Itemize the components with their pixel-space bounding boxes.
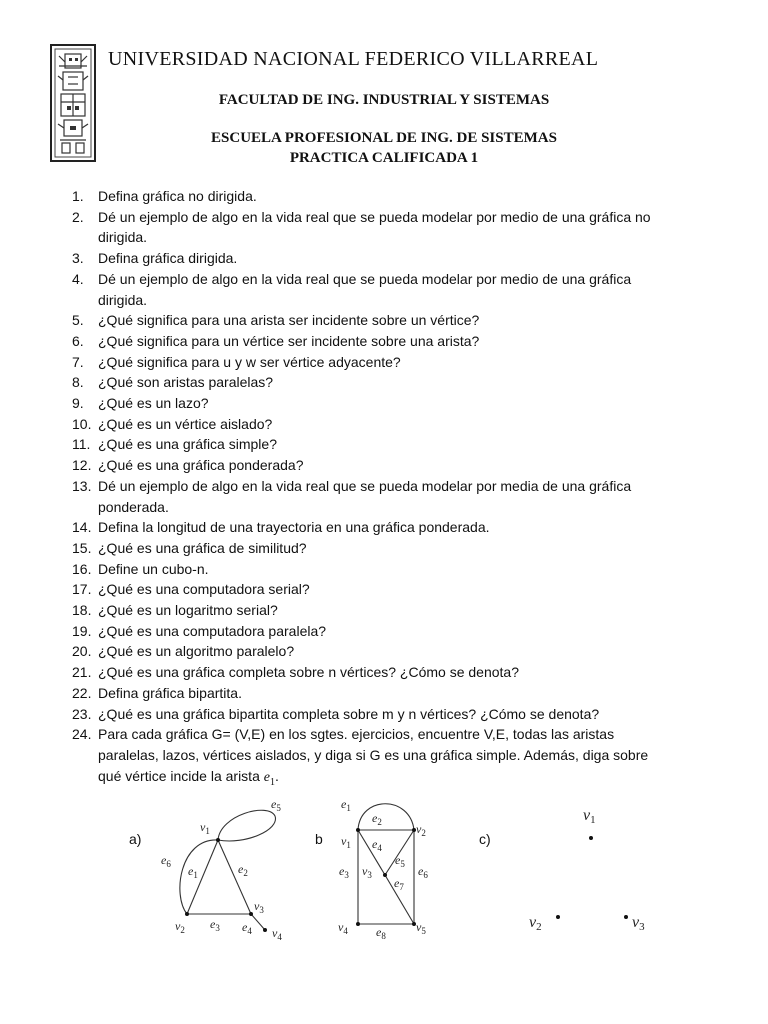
question-number: 12. — [72, 457, 92, 474]
question-item — [72, 704, 652, 725]
question-item — [72, 621, 652, 642]
question-item — [72, 517, 652, 538]
question-text: ¿Qué es un lazo? — [98, 395, 209, 412]
graph-a-label: a) — [129, 831, 142, 847]
exam-title: PRACTICA CALIFICADA 1 — [289, 150, 479, 166]
question-text: ¿Qué es una gráfica simple? — [98, 436, 277, 453]
graph-a-diagram — [150, 790, 300, 940]
question-item — [72, 352, 652, 373]
question-number: 1. — [72, 188, 84, 204]
question-text: Define un cubo-n. — [98, 560, 209, 577]
edge-label-e4: $e_4$ — [242, 920, 252, 936]
edge-label-e5: $e_5$ — [395, 853, 405, 869]
question-text: ¿Qué es un algoritmo paralelo? — [98, 643, 295, 660]
question-text: ¿Qué es una gráfica de similitud? — [98, 539, 307, 556]
question-number: 8. — [72, 374, 84, 391]
question-item — [72, 393, 652, 414]
question-item — [72, 269, 652, 310]
vertex-label-v4: $v_4$ — [338, 920, 348, 936]
vertex-v3 — [624, 915, 628, 919]
graph-b-label: b — [315, 831, 323, 847]
question-text: ¿Qué es una computadora paralela? — [98, 622, 327, 639]
question-text: ¿Qué es un vértice aislado? — [98, 415, 273, 432]
university-name: UNIVERSIDAD NACIONAL FEDERICO VILLARREAL — [108, 48, 599, 70]
question-number: 4. — [72, 270, 84, 287]
vertex-label-v2: v2 — [529, 914, 542, 933]
question-text: Defina gráfica dirigida. — [98, 250, 238, 267]
graph-c-label: c) — [479, 831, 491, 847]
question-item — [72, 641, 652, 662]
question-item — [72, 538, 652, 559]
edge-label-e2: $e_2$ — [372, 811, 382, 827]
question-number: 15. — [72, 539, 92, 556]
school-name: ESCUELA PROFESIONAL DE ING. DE SISTEMAS — [211, 130, 557, 146]
question-item — [72, 600, 652, 621]
graph-b-diagram — [330, 790, 440, 940]
vertex-label-v3: $v_3$ — [362, 864, 372, 880]
question-text: Dé un ejemplo de algo en la vida real que se pueda modelar por medio de una gráfica dirigida. — [98, 270, 632, 308]
edge-label-e5: $e_5$ — [271, 797, 281, 813]
faculty-name: FACULTAD DE ING. INDUSTRIAL Y SISTEMAS — [218, 92, 550, 108]
graph-c-diagram — [520, 790, 670, 940]
question-item — [72, 248, 652, 269]
vertex-label-v2: $v_2$ — [416, 822, 426, 838]
question-text: ¿Qué es una gráfica completa sobre n vértices? ¿Cómo se denota? — [98, 664, 519, 681]
vertex-label-v1: $v_1$ — [200, 820, 210, 836]
vertex-v3 — [383, 873, 387, 877]
question-number: 18. — [72, 602, 92, 619]
question-text: Defina la longitud de una trayectoria en una gráfica ponderada. — [98, 519, 490, 536]
question-text: ¿Qué es una computadora serial? — [98, 581, 310, 598]
question-item — [72, 414, 652, 435]
question-number: 19. — [72, 622, 92, 639]
edge-label-e3: $e_3$ — [339, 864, 349, 880]
question-item — [72, 331, 652, 352]
question-number: 13. — [72, 477, 92, 494]
vertex-label-v1: v1 — [583, 807, 596, 826]
vertex-label-v4: $v_4$ — [272, 926, 282, 942]
vertex-v1 — [589, 836, 593, 840]
vertex-v2 — [185, 912, 189, 916]
question-number: 21. — [72, 664, 92, 681]
vertex-v2 — [556, 915, 560, 919]
question-list — [72, 186, 652, 793]
edge-label-e3: $e_3$ — [210, 917, 220, 933]
edge-label-e7: $e_7$ — [394, 876, 404, 892]
question-text: Para cada gráfica G= (V,E) en los sgtes. ejercicios, encuentre V,E, todas las aristas paralelas, lazos, vértices aislados, y diga si G es una gráfica simple. Además, diga sobre qué vértice incide la arista — [98, 726, 649, 784]
edge-label-e1: $e_1$ — [341, 797, 351, 813]
question-item — [72, 724, 652, 793]
question-number: 10. — [72, 415, 92, 432]
edge-label-e6: $e_6$ — [161, 853, 171, 869]
question-item — [72, 455, 652, 476]
edge-label-e1: $e_1$ — [188, 864, 198, 880]
sentence-period: . — [274, 767, 279, 784]
edge-e5 — [218, 810, 275, 841]
question-text: ¿Qué significa para u y w ser vértice adyacente? — [98, 353, 401, 370]
vertex-v1 — [356, 828, 360, 832]
edge-e6 — [180, 840, 218, 914]
edge-label-e6: $e_6$ — [418, 864, 428, 880]
vertex-v4 — [263, 928, 267, 932]
vertex-label-v5: $v_5$ — [416, 920, 426, 936]
question-number: 2. — [72, 208, 84, 225]
question-text: Dé un ejemplo de algo en la vida real que se pueda modelar por media de una gráfica ponderada. — [98, 477, 632, 515]
question-number: 23. — [72, 705, 92, 722]
question-item — [72, 434, 652, 455]
question-item — [72, 476, 652, 517]
question-item — [72, 683, 652, 704]
vertex-label-v1: $v_1$ — [341, 834, 351, 850]
question-text: ¿Qué significa para un vértice ser incidente sobre una arista? — [98, 332, 480, 349]
question-item — [72, 310, 652, 331]
question-item — [72, 207, 652, 248]
question-number: 20. — [72, 643, 92, 660]
question-item — [72, 559, 652, 580]
vertex-label-v2: $v_2$ — [175, 919, 185, 935]
question-number: 3. — [72, 250, 84, 267]
question-number: 16. — [72, 560, 92, 577]
question-number: 14. — [72, 519, 92, 536]
question-item — [72, 662, 652, 683]
question-text: ¿Qué significa para una arista ser incidente sobre un vértice? — [98, 312, 480, 329]
edge-symbol-e1: $e_1$ — [263, 769, 275, 788]
question-item — [72, 579, 652, 600]
edge-e1 — [358, 804, 414, 830]
question-text: ¿Qué es una gráfica bipartita completa sobre m y n vértices? ¿Cómo se denota? — [98, 705, 600, 722]
vertex-v1 — [216, 838, 220, 842]
vertex-v3 — [249, 912, 253, 916]
question-number: 7. — [72, 353, 84, 370]
question-item — [72, 372, 652, 393]
question-text: Dé un ejemplo de algo en la vida real que se pueda modelar por medio de una gráfica no dirigida. — [98, 208, 651, 246]
question-text: ¿Qué son aristas paralelas? — [98, 374, 274, 391]
edge-label-e8: $e_8$ — [376, 925, 386, 941]
edge-label-e2: $e_2$ — [238, 862, 248, 878]
question-text: ¿Qué es un logaritmo serial? — [98, 602, 278, 619]
question-number: 9. — [72, 395, 84, 412]
question-text: ¿Qué es una gráfica ponderada? — [98, 457, 304, 474]
question-text: Defina gráfica no dirigida. — [98, 188, 257, 204]
edge-label-e4: $e_4$ — [372, 837, 382, 853]
question-number: 24. — [72, 726, 92, 743]
vertex-label-v3: v3 — [632, 914, 645, 933]
vertex-v4 — [356, 922, 360, 926]
edge-e4 — [251, 914, 265, 930]
question-text: Defina gráfica bipartita. — [98, 684, 242, 701]
question-item — [72, 186, 652, 207]
question-number: 11. — [72, 436, 91, 453]
question-number: 6. — [72, 332, 84, 349]
vertex-label-v3: $v_3$ — [254, 899, 264, 915]
question-number: 22. — [72, 684, 92, 701]
question-number: 17. — [72, 581, 92, 598]
question-number: 5. — [72, 312, 84, 329]
